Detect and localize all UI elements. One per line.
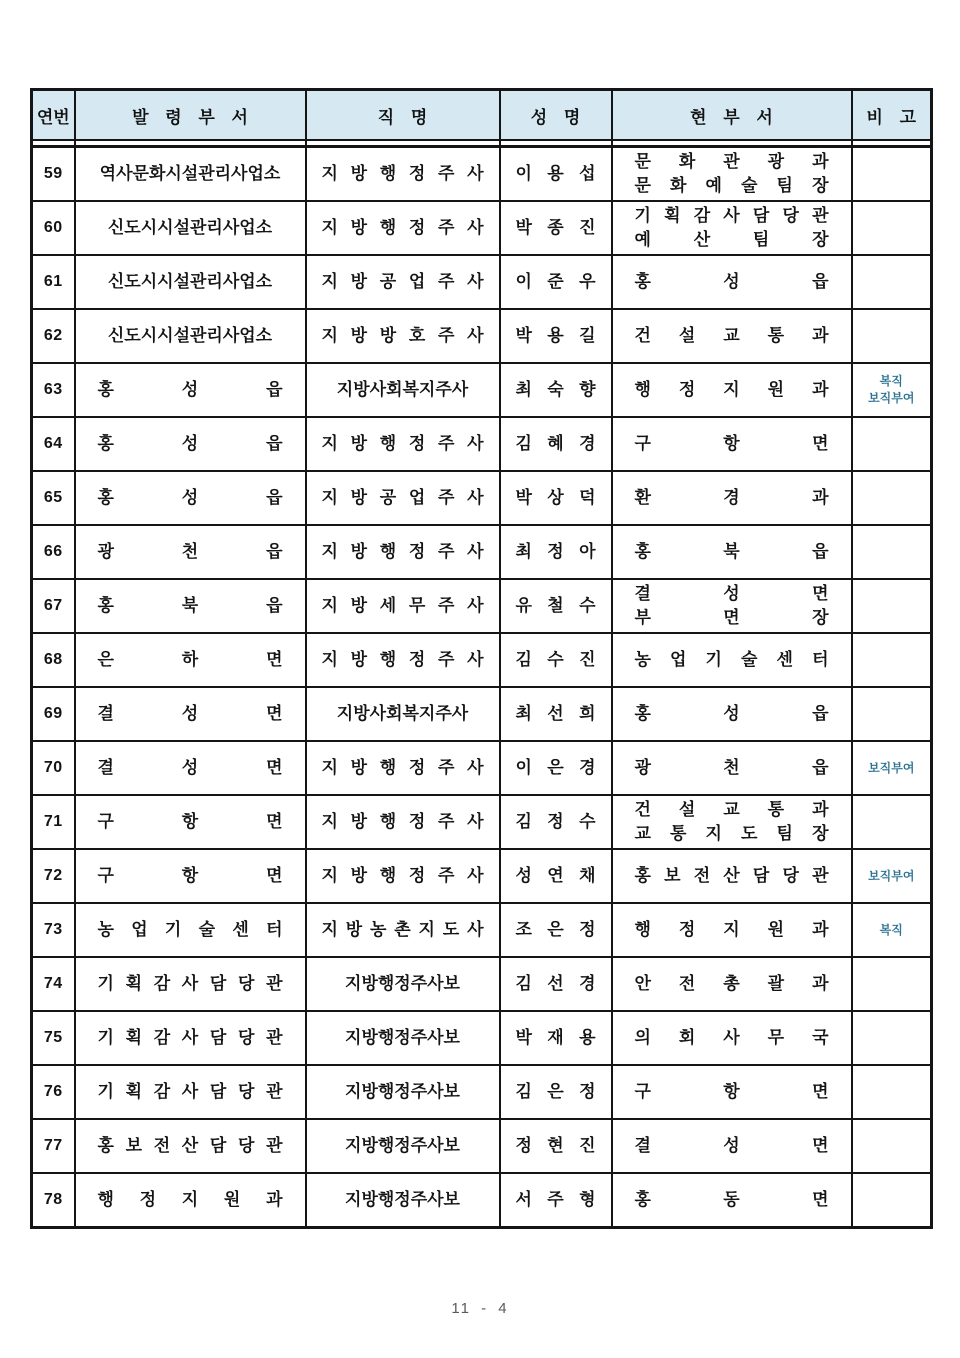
- cell-note: [852, 1065, 932, 1119]
- table-row: [32, 741, 932, 795]
- cell-note: [852, 309, 932, 363]
- cell-dept: 결 성 면: [75, 741, 306, 795]
- cell-note: [852, 525, 932, 579]
- cell-name: 최 숙 향: [500, 363, 612, 417]
- cell-no: 73: [32, 903, 75, 957]
- cell-dept: 구 항 면: [75, 795, 306, 849]
- cell-no: 66: [32, 525, 75, 579]
- cell-dept: 행 정 지 원 과: [75, 1173, 306, 1228]
- cell-name: 김 은 정: [500, 1065, 612, 1119]
- cell-note: [852, 633, 932, 687]
- table-row: [32, 795, 932, 849]
- cell-title: 지 방 농 촌 지 도 사: [306, 903, 500, 957]
- cell-dept: 홍 성 읍: [75, 363, 306, 417]
- cell-note: [852, 1173, 932, 1228]
- cell-title: 지 방 행 정 주 사: [306, 525, 500, 579]
- cell-no: 63: [32, 363, 75, 417]
- cell-name: 이 용 섭: [500, 147, 612, 202]
- cell-current-dept: 농 업 기 술 센 터: [612, 633, 852, 687]
- cell-name: 김 정 수: [500, 795, 612, 849]
- table-row: [32, 471, 932, 525]
- cell-no: 69: [32, 687, 75, 741]
- cell-current-dept: 기 획 감 사 담 당 관 예 산 팀 장: [612, 201, 852, 255]
- cell-title: 지방사회복지주사: [306, 687, 500, 741]
- cell-note: [852, 687, 932, 741]
- header-row: [32, 90, 932, 141]
- table-row: [32, 957, 932, 1011]
- cell-current-dept: 홍 성 읍: [612, 255, 852, 309]
- col-header-current-dept: 현 부 서: [612, 90, 852, 141]
- cell-no: 75: [32, 1011, 75, 1065]
- table-row: [32, 309, 932, 363]
- cell-current-dept: 환 경 과: [612, 471, 852, 525]
- cell-title: 지방행정주사보: [306, 1119, 500, 1173]
- cell-name: 김 선 경: [500, 957, 612, 1011]
- cell-title: 지 방 행 정 주 사: [306, 201, 500, 255]
- table-row: [32, 363, 932, 417]
- table-row: [32, 1065, 932, 1119]
- cell-current-dept: 행 정 지 원 과: [612, 903, 852, 957]
- cell-name: 서 주 형: [500, 1173, 612, 1228]
- personnel-table: [30, 88, 933, 1229]
- cell-title: 지방행정주사보: [306, 957, 500, 1011]
- cell-no: 70: [32, 741, 75, 795]
- cell-title: 지 방 행 정 주 사: [306, 849, 500, 903]
- col-header-name: 성 명: [500, 90, 612, 141]
- cell-dept: 구 항 면: [75, 849, 306, 903]
- cell-title: 지 방 세 무 주 사: [306, 579, 500, 633]
- cell-current-dept: 홍 성 읍: [612, 687, 852, 741]
- page-number: 11 - 4: [451, 1300, 509, 1317]
- cell-name: 박 종 진: [500, 201, 612, 255]
- cell-dept: 홍 북 읍: [75, 579, 306, 633]
- cell-name: 최 정 아: [500, 525, 612, 579]
- cell-dept: 홍 성 읍: [75, 417, 306, 471]
- cell-current-dept: 결 성 면 부 면 장: [612, 579, 852, 633]
- cell-current-dept: 건 설 교 통 과: [612, 309, 852, 363]
- cell-title: 지 방 행 정 주 사: [306, 633, 500, 687]
- cell-dept: 결 성 면: [75, 687, 306, 741]
- cell-current-dept: 건 설 교 통 과 교 통 지 도 팀 장: [612, 795, 852, 849]
- cell-current-dept: 홍 동 면: [612, 1173, 852, 1228]
- cell-name: 이 준 우: [500, 255, 612, 309]
- cell-no: 77: [32, 1119, 75, 1173]
- col-header-no: 연번: [32, 90, 75, 141]
- col-header-note: 비 고: [852, 90, 932, 141]
- table-body: [32, 147, 932, 1228]
- cell-name: 유 철 수: [500, 579, 612, 633]
- col-header-title: 직 명: [306, 90, 500, 141]
- table-row: [32, 903, 932, 957]
- cell-title: 지 방 행 정 주 사: [306, 417, 500, 471]
- cell-title: 지 방 공 업 주 사: [306, 471, 500, 525]
- cell-no: 65: [32, 471, 75, 525]
- cell-current-dept: 의 회 사 무 국: [612, 1011, 852, 1065]
- cell-dept: 홍 성 읍: [75, 471, 306, 525]
- cell-current-dept: 문 화 관 광 과 문 화 예 술 팀 장: [612, 147, 852, 202]
- cell-note: 보직부여: [852, 849, 932, 903]
- cell-name: 박 상 덕: [500, 471, 612, 525]
- cell-name: 김 혜 경: [500, 417, 612, 471]
- cell-note: [852, 957, 932, 1011]
- cell-note: 보직부여: [852, 741, 932, 795]
- table-row: [32, 255, 932, 309]
- table-row: [32, 1173, 932, 1228]
- cell-current-dept: 홍 북 읍: [612, 525, 852, 579]
- cell-note: [852, 255, 932, 309]
- cell-no: 71: [32, 795, 75, 849]
- cell-note: 복직 보직부여: [852, 363, 932, 417]
- cell-current-dept: 구 항 면: [612, 1065, 852, 1119]
- table-row: [32, 147, 932, 202]
- table-row: [32, 633, 932, 687]
- cell-current-dept: 광 천 읍: [612, 741, 852, 795]
- cell-dept: 기 획 감 사 담 당 관: [75, 1065, 306, 1119]
- cell-note: [852, 417, 932, 471]
- cell-note: [852, 1011, 932, 1065]
- cell-name: 성 연 채: [500, 849, 612, 903]
- cell-note: 복직: [852, 903, 932, 957]
- cell-no: 68: [32, 633, 75, 687]
- cell-dept: 역사문화시설관리사업소: [75, 147, 306, 202]
- cell-title: 지방행정주사보: [306, 1065, 500, 1119]
- cell-dept: 기 획 감 사 담 당 관: [75, 1011, 306, 1065]
- cell-current-dept: 홍 보 전 산 담 당 관: [612, 849, 852, 903]
- cell-title: 지 방 행 정 주 사: [306, 795, 500, 849]
- cell-title: 지 방 공 업 주 사: [306, 255, 500, 309]
- cell-no: 59: [32, 147, 75, 202]
- table-row: [32, 1119, 932, 1173]
- cell-dept: 신도시시설관리사업소: [75, 309, 306, 363]
- cell-title: 지 방 행 정 주 사: [306, 147, 500, 202]
- cell-dept: 농 업 기 술 센 터: [75, 903, 306, 957]
- cell-no: 61: [32, 255, 75, 309]
- cell-no: 60: [32, 201, 75, 255]
- cell-no: 72: [32, 849, 75, 903]
- cell-name: 이 은 경: [500, 741, 612, 795]
- cell-name: 박 용 길: [500, 309, 612, 363]
- table-row: [32, 201, 932, 255]
- table-row: [32, 417, 932, 471]
- table-row: [32, 849, 932, 903]
- cell-dept: 홍 보 전 산 담 당 관: [75, 1119, 306, 1173]
- cell-dept: 광 천 읍: [75, 525, 306, 579]
- cell-no: 78: [32, 1173, 75, 1228]
- cell-note: [852, 147, 932, 202]
- cell-dept: 은 하 면: [75, 633, 306, 687]
- cell-no: 74: [32, 957, 75, 1011]
- col-header-dept: 발 령 부 서: [75, 90, 306, 141]
- cell-note: [852, 201, 932, 255]
- cell-dept: 기 획 감 사 담 당 관: [75, 957, 306, 1011]
- cell-title: 지 방 행 정 주 사: [306, 741, 500, 795]
- cell-no: 64: [32, 417, 75, 471]
- cell-current-dept: 안 전 총 괄 과: [612, 957, 852, 1011]
- cell-name: 박 재 용: [500, 1011, 612, 1065]
- cell-current-dept: 결 성 면: [612, 1119, 852, 1173]
- cell-dept: 신도시시설관리사업소: [75, 201, 306, 255]
- cell-no: 67: [32, 579, 75, 633]
- table-row: [32, 525, 932, 579]
- cell-name: 김 수 진: [500, 633, 612, 687]
- table-row: [32, 687, 932, 741]
- cell-note: [852, 1119, 932, 1173]
- table-row: [32, 579, 932, 633]
- cell-title: 지방행정주사보: [306, 1011, 500, 1065]
- cell-dept: 신도시시설관리사업소: [75, 255, 306, 309]
- cell-title: 지방사회복지주사: [306, 363, 500, 417]
- cell-note: [852, 579, 932, 633]
- cell-current-dept: 구 항 면: [612, 417, 852, 471]
- table-row: [32, 1011, 932, 1065]
- cell-title: 지 방 방 호 주 사: [306, 309, 500, 363]
- cell-name: 조 은 정: [500, 903, 612, 957]
- cell-no: 62: [32, 309, 75, 363]
- cell-current-dept: 행 정 지 원 과: [612, 363, 852, 417]
- cell-name: 최 선 희: [500, 687, 612, 741]
- cell-note: [852, 795, 932, 849]
- cell-note: [852, 471, 932, 525]
- cell-name: 정 현 진: [500, 1119, 612, 1173]
- cell-title: 지방행정주사보: [306, 1173, 500, 1228]
- cell-no: 76: [32, 1065, 75, 1119]
